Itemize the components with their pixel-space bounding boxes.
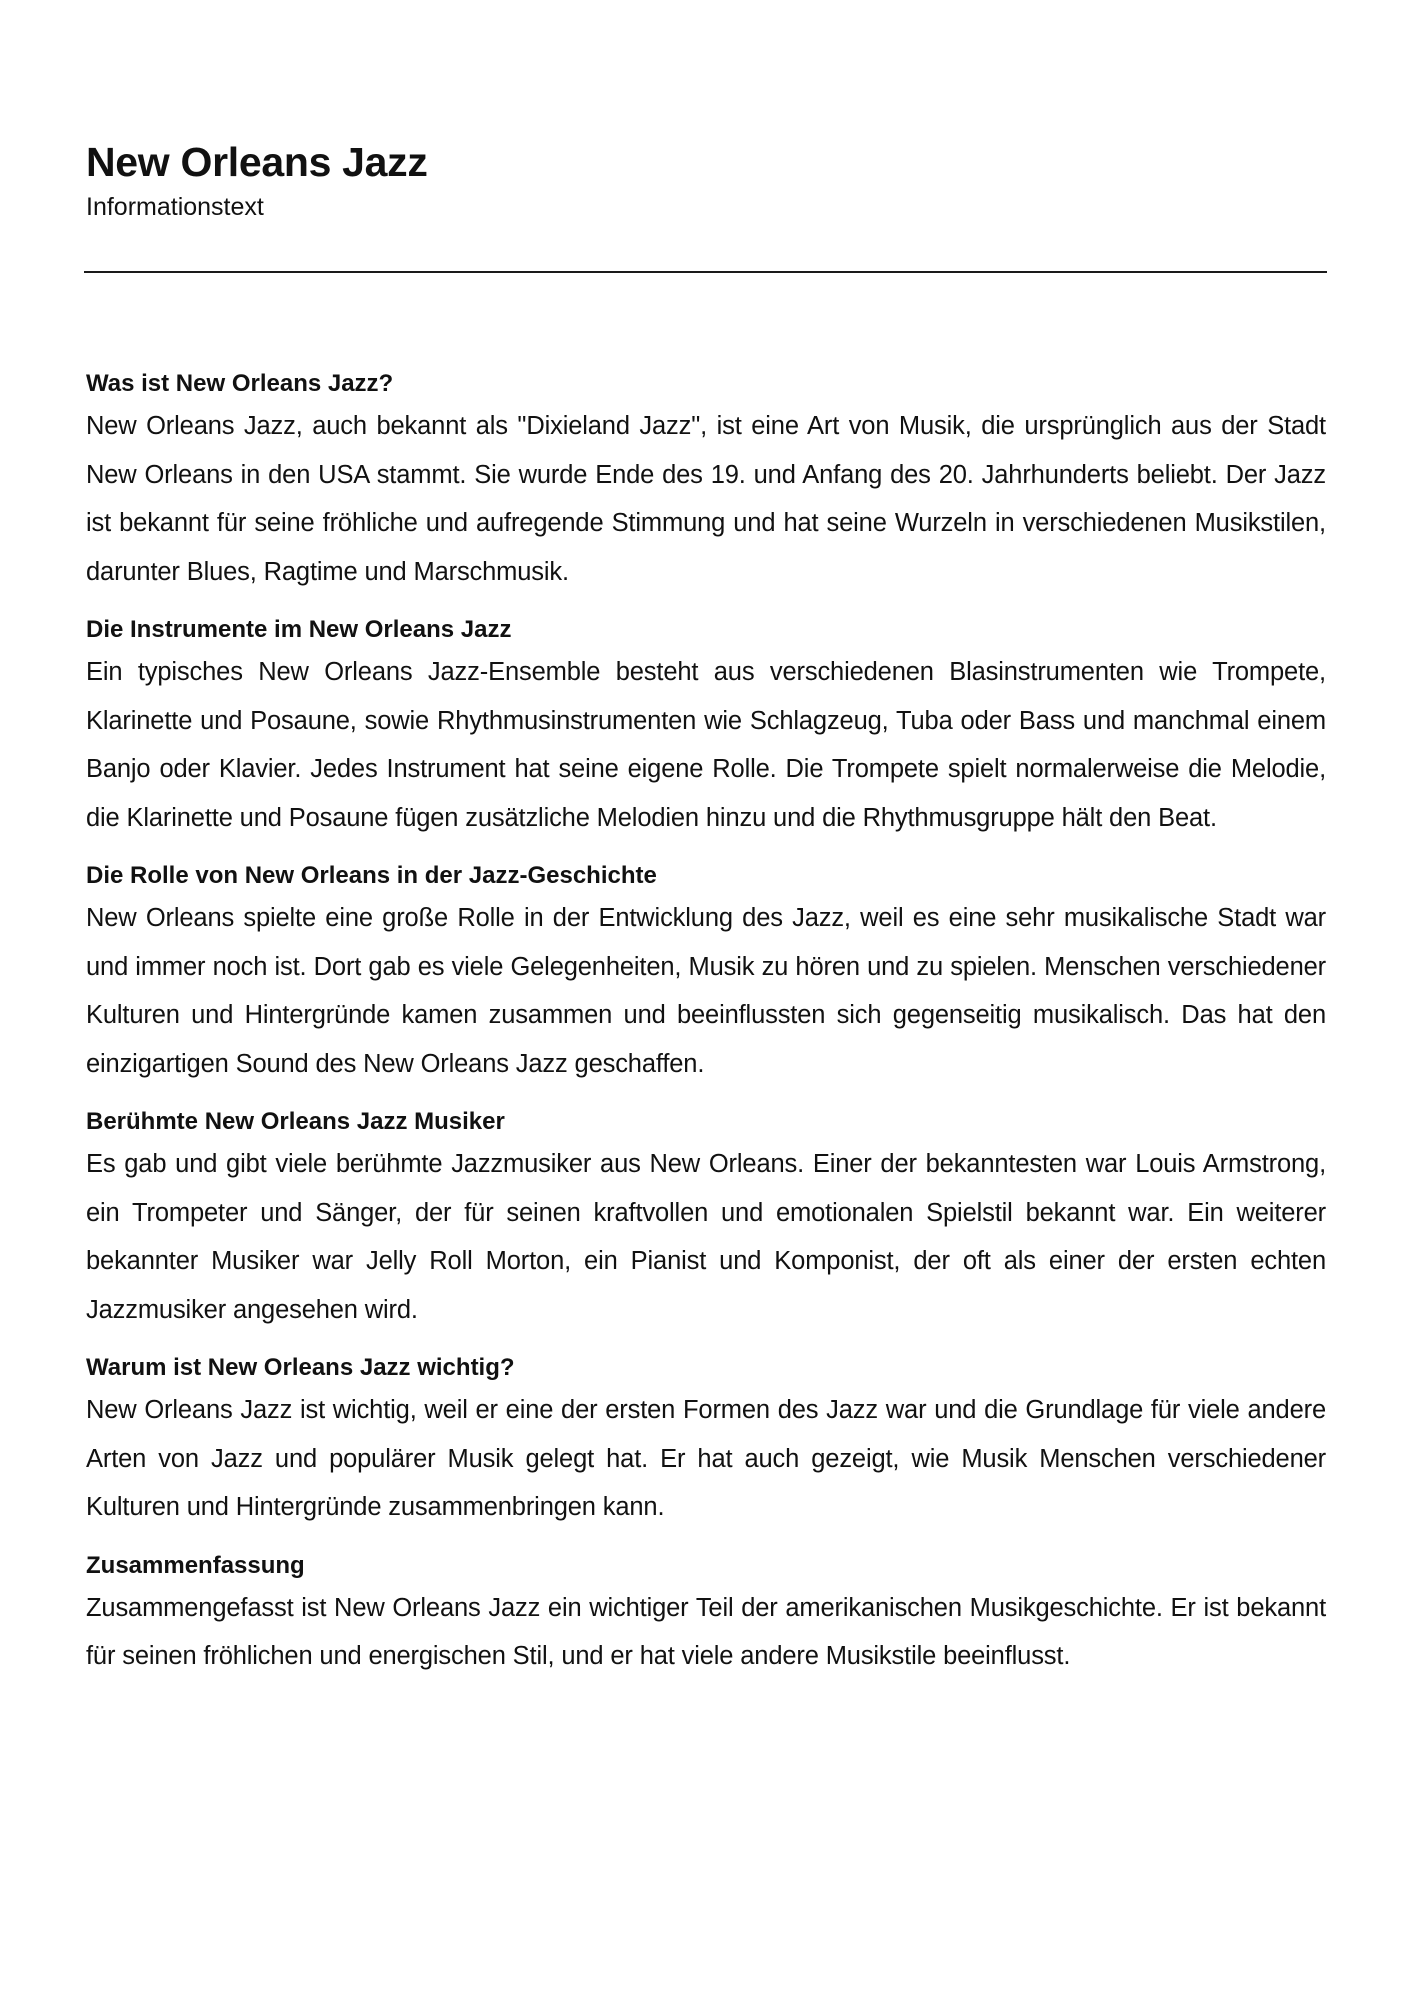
section-paragraph: New Orleans Jazz, auch bekannt als "Dixieland Jazz", ist eine Art von Musik, die ursprünglich aus der Stadt New Orleans in den USA stammt. Sie wurde Ende des 19. und Anfang des 20. Jahrhunderts beliebt. Der Jazz ist bekannt für seine fröhliche und aufregende Stimmung und hat seine Wurzeln in verschiedenen Musikstilen, darunter Blues, Ragtime und Marschmusik. [86, 412, 1326, 586]
document-body [86, 366, 1326, 1697]
section-musiker [86, 1104, 1326, 1334]
document-subtitle: Informationstext [86, 193, 264, 221]
section-instrumente [86, 612, 1326, 842]
section-heading: Die Rolle von New Orleans in der Jazz-Geschichte [86, 862, 657, 889]
section-heading: Warum ist New Orleans Jazz wichtig? [86, 1354, 515, 1381]
section-paragraph: New Orleans Jazz ist wichtig, weil er eine der ersten Formen des Jazz war und die Grundlage für viele andere Arten von Jazz und populärer Musik gelegt hat. Er hat auch gezeigt, wie Musik Menschen verschiedener Kulturen und Hintergründe zusammenbringen kann. [86, 1396, 1326, 1521]
section-paragraph: Zusammengefasst ist New Orleans Jazz ein wichtiger Teil der amerikanischen Musikgeschichte. Er ist bekannt für seinen fröhlichen und energischen Stil, und er hat viele andere Musikstile beeinflusst. [86, 1593, 1326, 1670]
section-rolle [86, 858, 1326, 1088]
section-warum-wichtig [86, 1350, 1326, 1532]
document-title: New Orleans Jazz [86, 139, 428, 185]
section-zusammenfassung [86, 1548, 1326, 1681]
section-heading: Zusammenfassung [86, 1551, 305, 1579]
section-paragraph: Ein typisches New Orleans Jazz-Ensemble besteht aus verschiedenen Blasinstrumenten wie Trompete, Klarinette und Posaune, sowie Rhythmusinstrumenten wie Schlagzeug, Tuba oder Bass und manchmal einem Banjo oder Klavier. Jedes Instrument hat seine eigene Rolle. Die Trompete spielt normalerweise die Melodie, die Klarinette und Posaune fügen zusätzliche Melodien hinzu und die Rhythmusgruppe hält den Beat. [86, 658, 1326, 832]
section-heading: Was ist New Orleans Jazz? [86, 370, 394, 397]
section-paragraph: Es gab und gibt viele berühmte Jazzmusiker aus New Orleans. Einer der bekanntesten war Louis Armstrong, ein Trompeter und Sänger, der für seinen kraftvollen und emotionalen Spielstil bekannt war. Ein weiterer bekannter Musiker war Jelly Roll Morton, ein Pianist und Komponist, der oft als einer der ersten echten Jazzmusiker angesehen wird. [86, 1150, 1326, 1324]
section-heading: Berühmte New Orleans Jazz Musiker [86, 1108, 505, 1135]
document-header [86, 134, 1326, 224]
section-heading: Die Instrumente im New Orleans Jazz [86, 616, 512, 643]
section-paragraph: New Orleans spielte eine große Rolle in der Entwicklung des Jazz, weil es eine sehr musikalische Stadt war und immer noch ist. Dort gab es viele Gelegenheiten, Musik zu hören und zu spielen. Menschen verschiedener Kulturen und Hintergründe kamen zusammen und beeinflussten sich gegenseitig musikalisch. Das hat den einzigartigen Sound des New Orleans Jazz geschaffen. [86, 904, 1326, 1078]
section-was-ist [86, 366, 1326, 596]
header-divider [84, 271, 1327, 273]
